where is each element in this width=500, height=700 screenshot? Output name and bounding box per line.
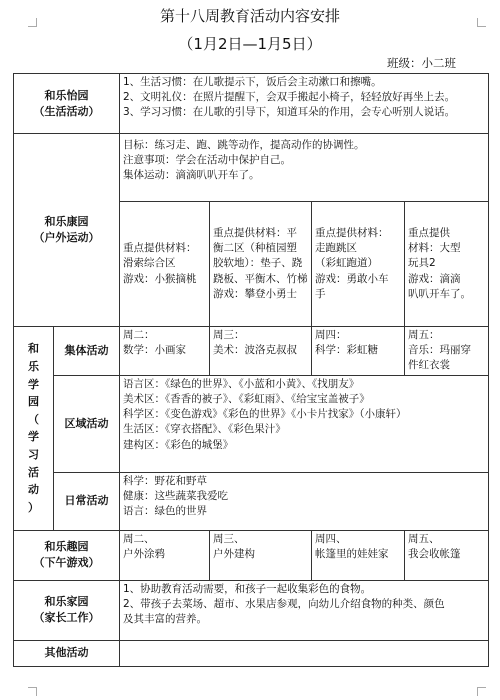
fun-day-line: 帐篷里的娃娃家	[315, 547, 389, 560]
fun-day	[405, 530, 489, 580]
study-vert-char: 学	[28, 430, 39, 444]
collective-day	[210, 327, 312, 376]
home-item: 1、协助教育活动需要，和孩子一起收集彩色的食物。	[123, 582, 372, 595]
home-label: 和乐家园	[44, 595, 89, 609]
daily-content	[120, 472, 489, 530]
life-header	[14, 74, 120, 134]
outdoor-day	[210, 202, 312, 327]
fun-day-line: 户外涂鸦	[123, 547, 165, 560]
collective-day-line: 件红衣裳	[408, 359, 450, 372]
outdoor-day-line: 游戏：小猴摘桃	[123, 272, 197, 285]
collective-day-line: 数学：小画家	[123, 344, 186, 357]
fun-day-line: 我会收帐篷	[408, 547, 461, 560]
page-corner-mark	[28, 687, 37, 696]
outdoor-day-line: 滑索综合区	[123, 257, 176, 270]
outdoor-day-line: 材料：大型	[408, 242, 461, 255]
collective-day-line: 周三：	[213, 329, 245, 341]
fun-day-line: 周三、	[213, 532, 245, 545]
collective-day	[312, 327, 405, 376]
fun-day-line: 周四、	[315, 532, 347, 545]
study-vert-char: 习	[28, 447, 39, 461]
daily-item: 健康：这些蔬菜我爱吃	[123, 489, 228, 502]
study-vert-char: （	[28, 412, 39, 426]
life-item: 1、生活习惯：在儿歌提示下，饭后会主动漱口和擦嘴。	[123, 76, 382, 88]
outdoor-day-line: 胶软地）：垫子、跷	[213, 257, 303, 270]
other-content	[120, 640, 489, 666]
collective-day-line: 美术：波洛克叔叔	[213, 344, 297, 357]
outdoor-day-line: 重点提供材料：平	[213, 226, 297, 239]
fun-row	[14, 530, 489, 580]
collective-day	[405, 327, 489, 376]
other-label: 其他活动	[14, 640, 120, 666]
outdoor-notice: 注意事项：学会在活动中保护自己。	[123, 154, 291, 167]
home-item: 及其丰富的营养。	[123, 613, 207, 626]
study-vert-char: 学	[28, 377, 39, 391]
collective-day-line: 科学：彩虹糖	[315, 344, 378, 357]
area-row	[14, 375, 489, 472]
study-vert-char: 活	[28, 465, 39, 479]
fun-sublabel: （下午游戏）	[33, 556, 100, 570]
collective-day-line: 音乐：玛丽穿	[408, 344, 471, 357]
collective-row	[14, 327, 489, 376]
study-vert-char: ）	[28, 500, 39, 514]
life-item: 3、学习习惯：在儿歌的引导下，知道耳朵的作用，会专心听别人说话。	[123, 106, 456, 119]
outdoor-sublabel: （户外运动）	[33, 231, 100, 244]
outdoor-day-line: 重点提供	[408, 226, 450, 239]
daily-row	[14, 472, 489, 530]
life-row	[14, 74, 489, 134]
home-item: 2、带孩子去菜场、超市、水果店参观，向幼儿介绍食物的种类、颜色	[123, 597, 445, 610]
collective-label: 集体活动	[54, 327, 120, 376]
collective-day-line: 周五：	[408, 329, 440, 341]
outdoor-day-line: 重点提供材料：	[123, 242, 197, 255]
outdoor-day-line: （彩虹跑道）	[315, 257, 378, 270]
study-vert-char: 动	[28, 483, 39, 497]
study-vert-char: 乐	[28, 359, 39, 373]
fun-day	[210, 530, 312, 580]
area-item: 生活区：《穿衣搭配》、《彩色果汁》	[123, 423, 286, 436]
date-range: （1月2日—1月5日）	[178, 35, 322, 53]
area-item: 科学区：《变色游戏》《彩色的世界》《小卡片找家》（小康轩）	[123, 408, 407, 421]
life-sublabel: （生活活动）	[33, 104, 100, 118]
home-content	[120, 580, 489, 640]
home-sublabel: （家长工作）	[33, 611, 100, 625]
life-content	[120, 74, 489, 134]
collective-day-line: 周四：	[315, 329, 347, 341]
outdoor-goal-row	[14, 134, 489, 202]
outdoor-group: 集体运动：滴滴叭叭开车了。	[123, 169, 260, 182]
study-vert-char: 和	[28, 342, 39, 356]
daily-label: 日常活动	[54, 472, 120, 530]
other-row	[14, 640, 489, 666]
outdoor-day	[405, 202, 489, 327]
page-corner-mark	[477, 687, 486, 696]
fun-day	[120, 530, 210, 580]
collective-day	[120, 327, 210, 376]
study-vert-char: 园	[28, 395, 39, 409]
fun-day	[312, 530, 405, 580]
outdoor-header	[14, 134, 120, 327]
schedule-table	[13, 73, 489, 667]
life-item: 2、文明礼仪：在照片提醒下，会双手搬起小椅子，轻轻放好再坐上去。	[123, 91, 456, 104]
area-content	[120, 375, 489, 472]
outdoor-day-line: 跷板、平衡木、竹梯	[213, 272, 308, 285]
outdoor-label: 和乐康园	[44, 215, 89, 229]
outdoor-day-line: 衡二区（种植园塑	[213, 242, 297, 255]
area-label: 区域活动	[54, 375, 120, 472]
home-header	[14, 580, 120, 640]
outdoor-day-line: 走跑跳区	[315, 242, 357, 255]
outdoor-goal	[120, 134, 489, 202]
outdoor-day-line: 手	[315, 287, 326, 300]
area-item: 美术区：《香香的被子》、《彩虹雨》、《给宝宝盖被子》	[123, 392, 370, 405]
collective-day-line: 周二：	[123, 329, 155, 341]
outdoor-day	[312, 202, 405, 327]
study-header	[14, 327, 54, 531]
fun-day-line: 周二、	[123, 532, 155, 545]
daily-item: 科学：野花和野草	[123, 474, 207, 487]
outdoor-goal-text: 目标：练习走、跑、跳等动作，提高动作的协调性。	[123, 139, 365, 151]
home-row	[14, 580, 489, 640]
outdoor-day-line: 游戏：勇敢小车	[315, 272, 389, 285]
class-info: 班级：小二班	[387, 56, 456, 70]
life-label: 和乐怡园	[44, 88, 89, 102]
daily-item: 语言：绿色的世界	[123, 505, 207, 518]
fun-header	[14, 530, 120, 580]
fun-day-line: 户外建构	[213, 547, 255, 560]
outdoor-day-line: 游戏：滴滴	[408, 272, 461, 285]
outdoor-day-line: 游戏：攀登小勇士	[213, 287, 297, 300]
outdoor-day-line: 叭叭开车了。	[408, 287, 471, 300]
outdoor-day-line: 重点提供材料：	[315, 226, 389, 239]
area-item: 建构区：《彩色的城堡》	[123, 438, 234, 451]
outdoor-day-line: 玩具2	[408, 257, 436, 270]
page-title: 第十八周教育活动内容安排	[159, 7, 340, 25]
fun-day-line: 周五、	[408, 532, 440, 545]
outdoor-day	[120, 202, 210, 327]
fun-label: 和乐趣园	[44, 540, 89, 554]
area-item: 语言区：《绿色的世界》、《小蓝和小黄》、《找朋友》	[123, 377, 360, 390]
